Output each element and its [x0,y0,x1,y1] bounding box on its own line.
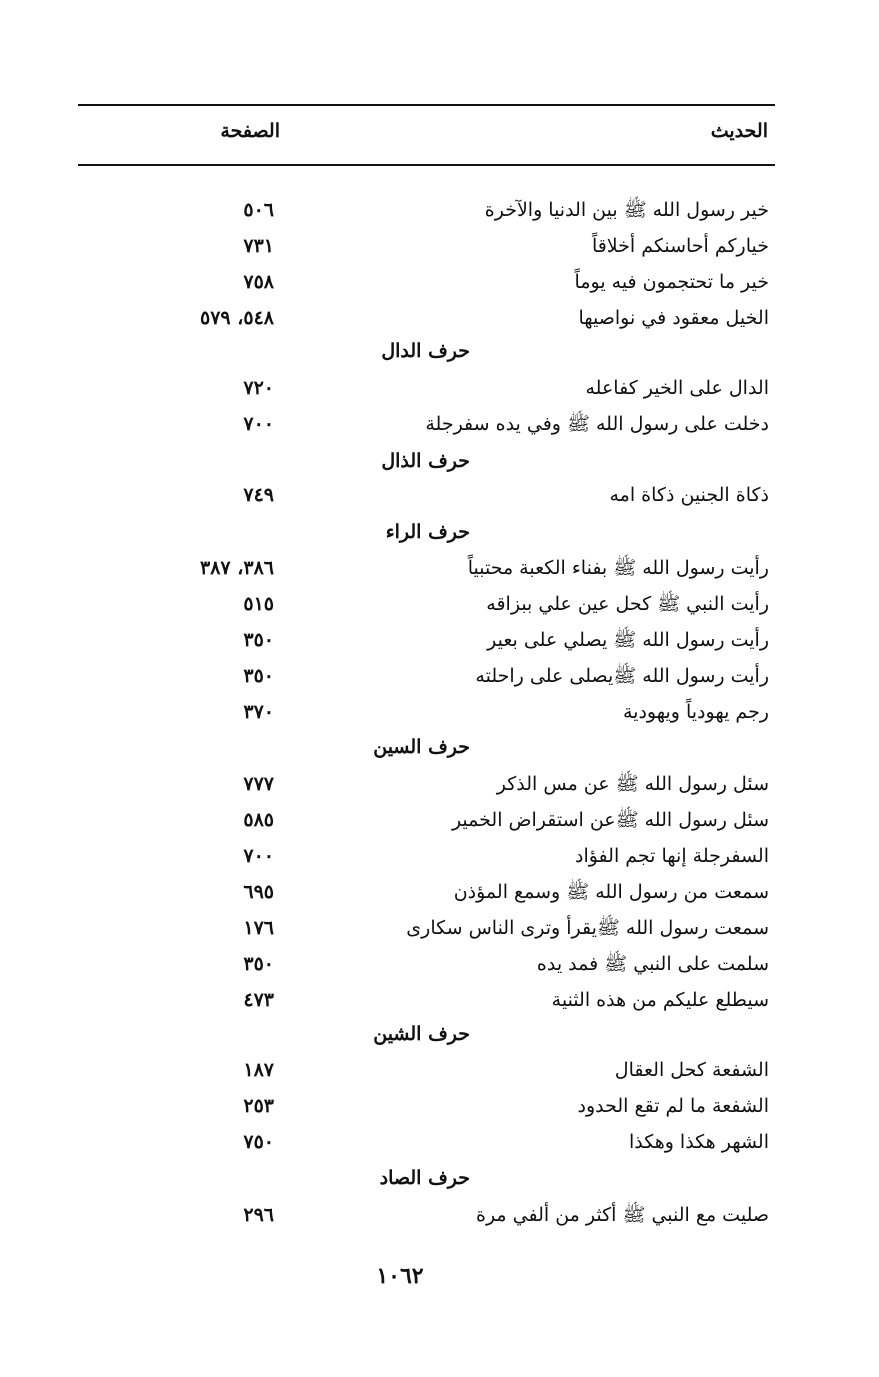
page-reference: ٤٧٣ [243,989,274,1011]
hadith-text: رأيت النبي ﷺ كحل عين علي ببزاقه [486,593,769,615]
hadith-text: السفرجلة إنها تجم الفؤاد [575,845,769,867]
hadith-text: سئل رسول الله ﷺعن استقراض الخمير [451,809,769,831]
section-heading-label: حرف السين [373,736,470,758]
section-heading [300,514,470,550]
page-reference: ٧٠٠ [243,413,274,435]
index-entry [0,874,879,910]
page-reference: ٧٢٠ [243,377,274,399]
page-reference: ٢٥٣ [243,1095,274,1117]
page-reference: ١٧٦ [243,917,274,939]
section-heading-label: حرف الراء [385,521,470,543]
index-entry [0,766,879,802]
section-heading [300,1160,470,1196]
page-reference: ٣٧٠ [243,701,274,723]
page-reference: ٧٠٠ [243,845,274,867]
hadith-text: الشفعة كحل العقال [614,1059,769,1081]
index-entry [0,1197,879,1233]
hadith-text: صليت مع النبي ﷺ أكثر من ألفي مرة [475,1204,769,1226]
page-reference: ٧٧٧ [243,773,274,795]
hadith-text: سلمت على النبي ﷺ فمد يده [536,953,769,975]
page-reference: ٣٥٠ [243,953,274,975]
index-entry [0,658,879,694]
index-entry [0,946,879,982]
hadith-text: سمعت رسول الله ﷺيقرأ وترى الناس سكارى [406,917,769,939]
hadith-text: رأيت رسول الله ﷺ بفناء الكعبة محتبياً [467,557,769,579]
page-reference: ٥١٥ [243,593,274,615]
hadith-text: الدال على الخير كفاعله [585,377,769,399]
section-heading [300,1016,470,1052]
section-heading-label: حرف الشين [373,1023,470,1045]
index-entry [0,300,879,336]
index-entry [0,1088,879,1124]
index-entry [0,802,879,838]
index-entry [0,910,879,946]
index-entry [0,838,879,874]
page-reference: ٢٩٦ [243,1204,274,1226]
section-heading [300,443,470,479]
hadith-text: خير ما تحتجمون فيه يوماً [574,271,769,293]
page-reference: ٥٨٥ [243,809,274,831]
section-heading-label: حرف الصاد [379,1167,470,1189]
page-reference: ٧٥٨ [243,271,274,293]
hadith-text: خياركم أحاسنكم أخلاقاً [591,235,769,257]
hadith-text: خير رسول الله ﷺ بين الدنيا والآخرة [484,199,769,221]
page-reference: ٣٨٦، ٣٨٧ [200,557,274,579]
index-entry [0,1124,879,1160]
hadith-text: الشهر هكذا وهكذا [628,1131,769,1153]
page-reference: ١٨٧ [243,1059,274,1081]
page-reference: ٦٩٥ [243,881,274,903]
page-reference: ٧٥٠ [243,1131,274,1153]
hadith-text: سيطلع عليكم من هذه الثنية [551,989,769,1011]
index-entry [0,192,879,228]
hadith-text: رأيت رسول الله ﷺيصلى على راحلته [475,665,769,687]
index-entry [0,264,879,300]
hadith-text: الخيل معقود في نواصيها [578,307,769,329]
page-reference: ٧٣١ [243,235,274,257]
index-entry [0,982,879,1018]
page-column-header: الصفحة [220,120,280,142]
section-heading-label: حرف الدال [381,340,470,362]
section-heading [300,729,470,765]
index-entry [0,477,879,513]
page-reference: ٥٠٦ [243,199,274,221]
hadith-text: رأيت رسول الله ﷺ يصلي على بعير [487,629,769,651]
index-entry [0,694,879,730]
hadith-text: دخلت على رسول الله ﷺ وفي يده سفرجلة [425,413,769,435]
hadith-text: الشفعة ما لم تقع الحدود [577,1095,769,1117]
page-reference: ٧٤٩ [243,484,274,506]
index-entry [0,406,879,442]
page-number: ١٠٦٢ [376,1263,424,1289]
index-entry [0,622,879,658]
hadith-text: رجم يهودياً ويهودية [622,701,769,723]
page-reference: ٣٥٠ [243,629,274,651]
hadith-column-header: الحديث [710,120,768,142]
index-entry [0,550,879,586]
hadith-text: ذكاة الجنين ذكاة امه [609,484,769,506]
page-reference: ٣٥٠ [243,665,274,687]
page-reference: ٥٤٨، ٥٧٩ [200,307,274,329]
index-entry [0,228,879,264]
section-heading-label: حرف الذال [381,450,470,472]
hadith-text: سمعت من رسول الله ﷺ وسمع المؤذن [453,881,769,903]
index-entry [0,586,879,622]
index-entry [0,370,879,406]
section-heading [300,333,470,369]
hadith-text: سئل رسول الله ﷺ عن مس الذكر [496,773,769,795]
index-entry [0,1052,879,1088]
